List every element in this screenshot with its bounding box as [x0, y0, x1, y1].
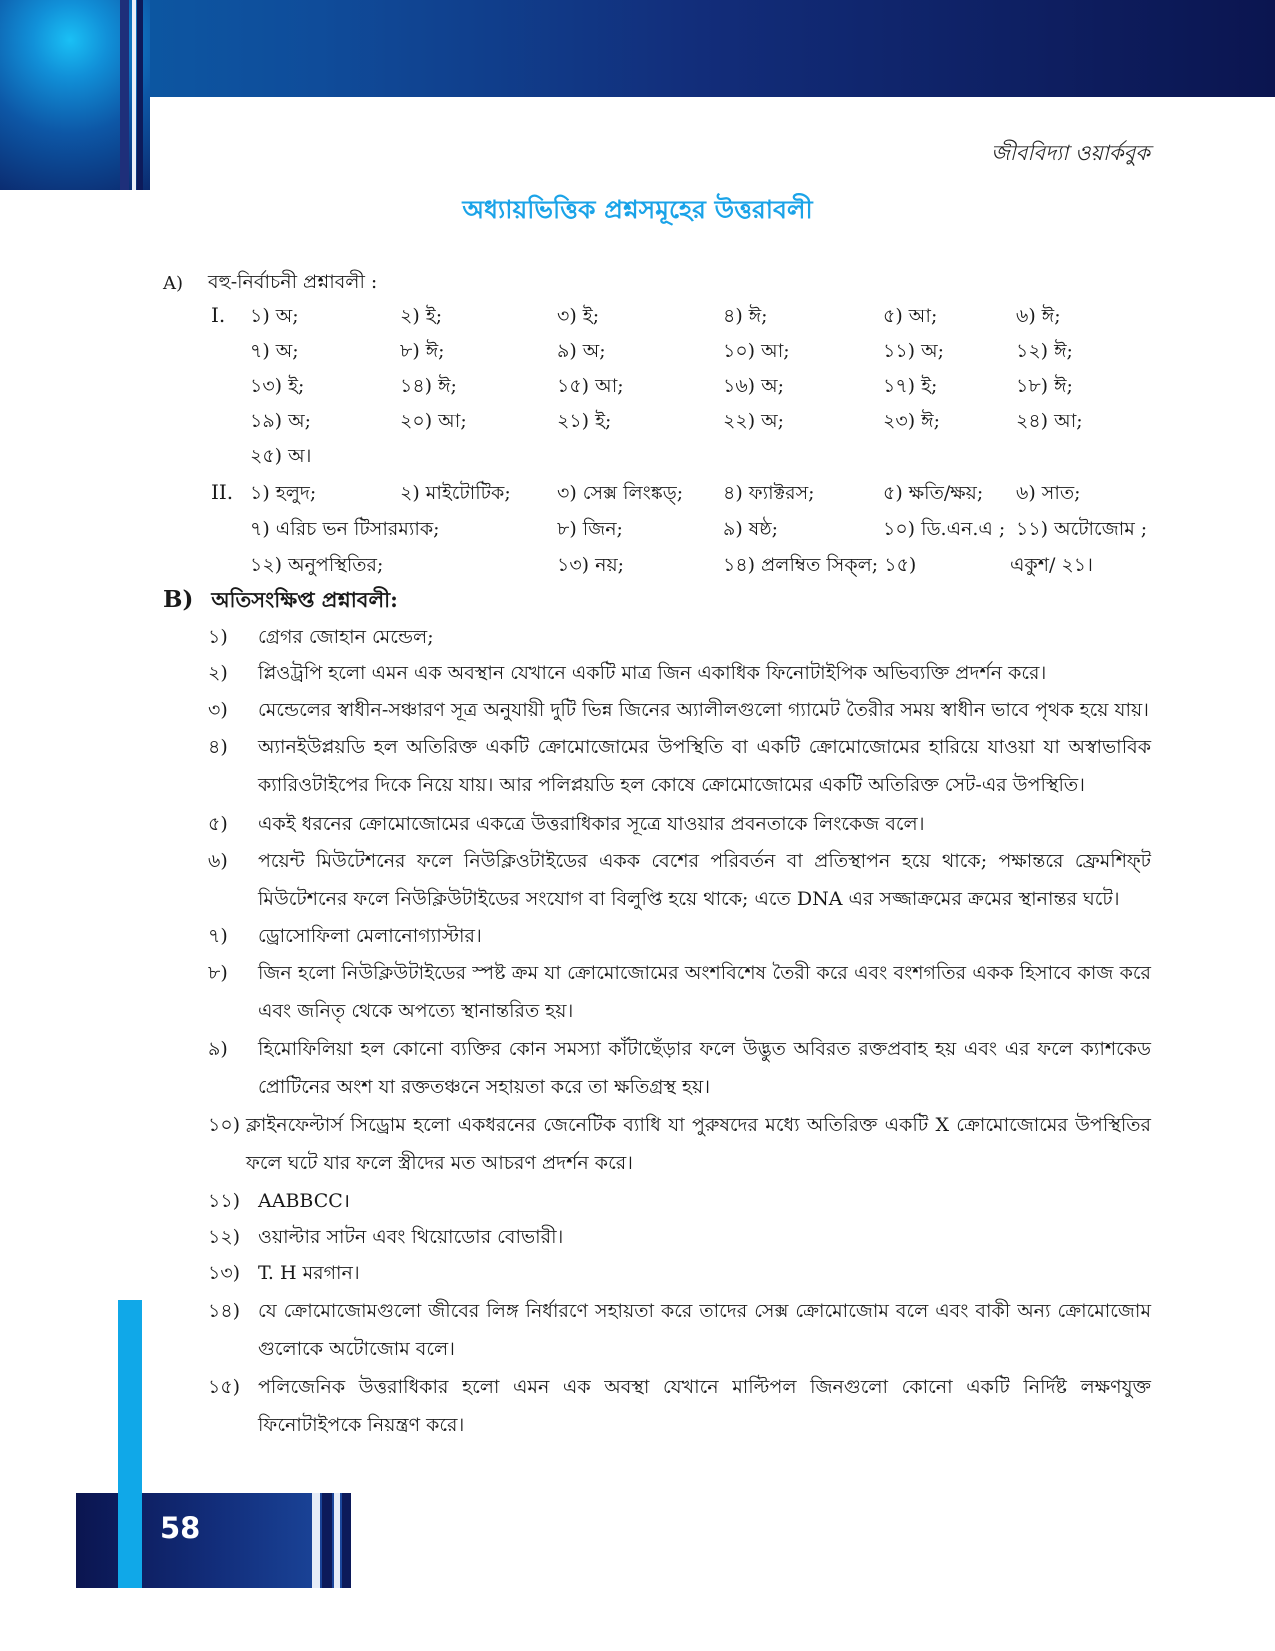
item-number: ২): [208, 662, 228, 684]
section-b-mark: B): [163, 586, 194, 613]
mcq-answer: ১৫) আ;: [557, 375, 624, 397]
item-answer: পলিজেনিক উত্তরাধিকার হলো এমন এক অবস্থা যেখানে মাল্টিপল জিনগুলো কোনো একটি নির্দিষ্ট লক্ষণযুক্ত ফিনোটাইপকে নিয়ন্ত্রণ করে।: [258, 1376, 1151, 1436]
fill-answer: ৭) এরিচ ভন টিসারম্যাক;: [250, 518, 440, 540]
item-answer: ওয়াল্টার সাটন এবং থিয়োডোর বোভারী।: [258, 1226, 564, 1248]
item-number: ৩): [208, 699, 228, 721]
fill-answer: ৪) ফ্যাক্টরস;: [723, 482, 815, 504]
item-answer: গ্রেগর জোহান মেন্ডেল;: [258, 626, 434, 648]
item-number: ১): [208, 626, 228, 648]
item-number: ৯): [208, 1038, 228, 1060]
mcq-answer: ২১) ই;: [557, 410, 612, 432]
item-answer: পয়েন্ট মিউটেশনের ফলে নিউক্লিওটাইডের একক বেশের পরিবর্তন বা প্রতিস্থাপন হয়ে থাকে; পক্ষান্তরে ফ্রেমশিফ্‌ট মিউটেশনের ফলে নিউক্লিউটাইডের সংযোগ বা বিলুপ্তি হয়ে থাকে; এতে DNA এর সজ্জাক্রমের ক্রমের স্থানান্তর ঘটে।: [258, 850, 1151, 910]
footer-stripe: [334, 1493, 340, 1588]
mcq-answer: ২৫) অ।: [250, 445, 312, 467]
footer-stripe: [312, 1493, 320, 1588]
mcq-answer: ৫) আ;: [883, 305, 938, 327]
fill-answer: ৯) ষষ্ঠ;: [723, 518, 779, 540]
header-banner: [0, 0, 1275, 97]
item-number: ১৫): [208, 1376, 241, 1398]
item-answer: যে ক্রোমোজোমগুলো জীবের লিঙ্গ নির্ধারণে সহায়তা করে তাদের সেক্স ক্রোমোজোম বলে এবং বাকী অন্য ক্রোমোজোম গুলোকে অটোজোম বলে।: [258, 1300, 1151, 1360]
item-number: ৬): [208, 850, 228, 872]
item-answer: ড্রোসোফিলা মেলানোগ্যাস্টার।: [258, 925, 482, 947]
mcq-answer: ২২) অ;: [723, 410, 785, 432]
footer-stripe: [322, 1493, 332, 1588]
header-stripe: [137, 0, 143, 190]
item-number: ৫): [208, 813, 228, 835]
fill-answer: ১৩) নয়;: [557, 554, 625, 576]
item-answer: মেন্ডেলের স্বাধীন-সঞ্চারণ সূত্র অনুযায়ী দুটি ভিন্ন জিনের অ্যালীলগুলো গ্যামেট তৈরীর সময় স্বাধীন ভাবে পৃথক হয়ে যায়।: [258, 699, 1149, 721]
mcq-answer: ১০) আ;: [723, 340, 790, 362]
item-number: ১৩): [208, 1262, 241, 1284]
item-answer: T. H মরগান।: [258, 1262, 360, 1284]
item-answer: AABBCC।: [258, 1190, 350, 1212]
mcq-answer: ৬) ঈ;: [1016, 305, 1061, 327]
section-a-title: বহু-নির্বাচনী প্রশ্নাবলী :: [208, 271, 378, 293]
page-number: 58: [160, 1511, 201, 1545]
fill-answer: ৩) সেক্স লিংঙ্কড্;: [557, 482, 684, 504]
mcq-answer: ১৪) ঈ;: [400, 375, 457, 397]
section-a-mark: A): [163, 273, 184, 294]
mcq-answer: ৭) অ;: [250, 340, 299, 362]
header-stripe: [132, 0, 136, 190]
mcq-answer: ১৭) ই;: [883, 375, 938, 397]
mcq-answer: ২) ই;: [400, 305, 443, 327]
mcq-answer: ১) অ;: [250, 305, 299, 327]
fill-answer: ৫) ক্ষতি/ক্ষয়;: [883, 482, 984, 504]
mcq-answer: ১২) ঈ;: [1016, 340, 1073, 362]
mcq-answer: ২০) আ;: [400, 410, 467, 432]
mcq-answer: ৪) ঈ;: [723, 305, 768, 327]
mcq-answer: ১৮) ঈ;: [1016, 375, 1073, 397]
item-answer: ক্লাইনফেল্টার্স সিড্রোম হলো একধরনের জেনেটিক ব্যাধি যা পুরুষদের মধ্যে অতিরিক্ত একটি X ক্রোমোজোমের উপস্থিতির ফলে ঘটে যার ফলে স্ত্রীদের মত আচরণ প্রদর্শন করে।: [246, 1114, 1151, 1174]
item-answer: অ্যানইউপ্লয়ডি হল অতিরিক্ত একটি ক্রোমোজোমের উপস্থিতি বা একটি ক্রোমোজোমের হারিয়ে যাওয়া যা অস্বাভাবিক ক্যারিওটাইপের দিকে নিয়ে যায়। আর পলিপ্লয়ডি হল কোষে ক্রোমোজোমের একটি অতিরিক্ত সেট-এর উপস্থিতি।: [258, 736, 1151, 796]
item-number: ১২): [208, 1226, 241, 1248]
fill-answer: ১২) অনুপস্থিতির;: [250, 554, 384, 576]
item-number: ১১): [208, 1190, 241, 1212]
fill-answer: ৮) জিন;: [557, 518, 623, 540]
item-answer: প্লিওট্রপি হলো এমন এক অবস্থান যেখানে একটি মাত্র জিন একাধিক ফিনোটাইপিক অভিব্যক্তি প্রদর্শন করে।: [258, 662, 1047, 684]
mcq-answer: ১৩) ই;: [250, 375, 305, 397]
mcq-answer: ৩) ই;: [557, 305, 600, 327]
part-2-label: II.: [211, 480, 234, 504]
item-number: ১০): [208, 1114, 241, 1136]
page-heading: অধ্যায়ভিত্তিক প্রশ্নসমূহের উত্তরাবলী: [462, 195, 813, 224]
mcq-answer: ২৩) ঈ;: [883, 410, 940, 432]
section-b-heading: [163, 584, 398, 619]
footer-accent-bar: [118, 1300, 142, 1588]
footer-stripe: [342, 1493, 351, 1588]
mcq-answer: ১৬) অ;: [723, 375, 784, 397]
fill-answer: ১) হলুদ;: [250, 482, 317, 504]
workbook-title: জীববিদ্যা ওয়ার্কবুক: [990, 141, 1150, 165]
part-1-label: I.: [211, 303, 226, 327]
item-number: ৮): [208, 962, 228, 984]
fill-answer: ১১) অটোজোম ;: [1016, 518, 1148, 540]
item-number: ১৪): [208, 1300, 241, 1322]
section-b-title: অতিসংক্ষিপ্ত প্রশ্নাবলী:: [211, 587, 398, 612]
fill-answer: ১০) ডি.এন.এ ;: [883, 518, 1006, 540]
item-answer: একই ধরনের ক্রোমোজোমের একত্রে উত্তরাধিকার সূত্রে যাওয়ার প্রবনতাকে লিংকেজ বলে।: [258, 813, 925, 835]
fill-answer: ২) মাইটোটিক;: [400, 482, 511, 504]
item-number: ৪): [208, 736, 228, 758]
fill-answer: ১৪) প্রলম্বিত সিক্‌ল; ১৫): [723, 554, 917, 576]
mcq-answer: ৮) ঈ;: [400, 340, 445, 362]
item-number: ৭): [208, 925, 228, 947]
mcq-answer: ১৯) অ;: [250, 410, 311, 432]
fill-answer: ৬) সাত;: [1016, 482, 1081, 504]
fill-answer: একুশ/ ২১।: [1010, 554, 1093, 576]
header-stripe: [120, 0, 129, 190]
mcq-answer: ১১) অ;: [883, 340, 944, 362]
item-answer: জিন হলো নিউক্লিউটাইডের স্পষ্ট ক্রম যা ক্রোমোজোমের অংশবিশেষ তৈরী করে এবং বংশগতির একক হিসাবে কাজ করে এবং জনিতৃ থেকে অপত্যে স্থানান্তরিত হয়।: [258, 962, 1151, 1022]
mcq-answer: ৯) অ;: [557, 340, 606, 362]
mcq-answer: ২৪) আ;: [1016, 410, 1083, 432]
item-answer: হিমোফিলিয়া হল কোনো ব্যক্তির কোন সমস্যা কাঁটাছেঁড়ার ফলে উদ্ভুত অবিরত রক্তপ্রবাহ হয় এবং এর ফলে ক্যাশকেড প্রোটিনের অংশ যা রক্ততঞ্চনে সহায়তা করে তা ক্ষতিগ্রস্থ হয়।: [258, 1038, 1151, 1098]
